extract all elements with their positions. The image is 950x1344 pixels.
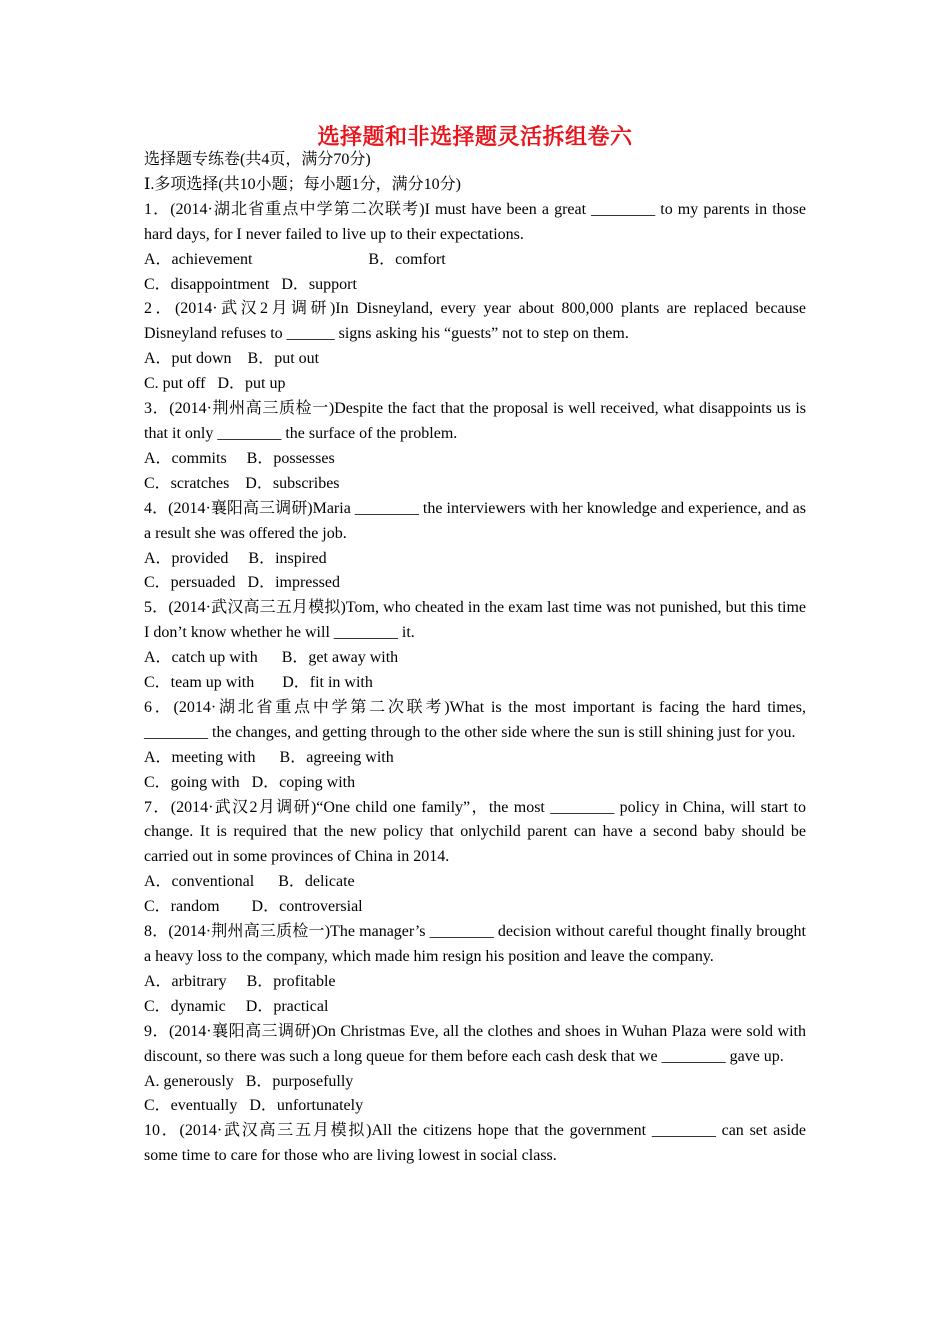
question-stem: 3．(2014·荆州高三质检一)Despite the fact that the proposal is well received, what disappoints us is that it only ________ the surface of the problem.: [144, 400, 806, 442]
question: [144, 920, 806, 1020]
question-stem: 5．(2014·武汉高三五月模拟)Tom, who cheated in the exam last time was not punished, but this time I don’t know whether he will ________ it.: [144, 599, 806, 642]
question: [144, 497, 806, 597]
question-stem: 9．(2014·襄阳高三调研)On Christmas Eve, all the clothes and shoes in Wuhan Plaza were sold with discount, so there was such a long queue for them before each cash desk that we ________ gave up.: [144, 1022, 806, 1065]
option-line: A．achievement B．comfort: [144, 250, 446, 268]
question-stem: 1．(2014·湖北省重点中学第二次联考)I must have been a great ________ to my parents in those hard days, for I never failed to live up to their expectations.: [144, 200, 806, 243]
question-stem: 7．(2014·武汉2月调研)“One child one family”，the most ________ policy in China, will start to change. It is required that the new policy that onlychild parent can have a second baby should be carried out in some provinces of China in 2014.: [144, 798, 806, 866]
option-line: C．persuaded D．impressed: [144, 574, 340, 592]
subtitle: 选择题专练卷(共4页，满分70分): [144, 151, 371, 168]
section-heading: Ⅰ.多项选择(共10小题；每小题1分，满分10分): [144, 175, 461, 193]
option-line: C．dynamic D．practical: [144, 997, 329, 1015]
question: [144, 796, 806, 921]
option-line: A．conventional B．delicate: [144, 873, 355, 891]
option-line: A．meeting with B．agreeing with: [144, 748, 394, 766]
option-line: A．put down B．put out: [144, 350, 320, 368]
question: [144, 297, 806, 397]
option-line: C．team up with D．fit in with: [144, 674, 373, 692]
question: [144, 397, 806, 497]
option-line: C．scratches D．subscribes: [144, 474, 340, 492]
question-stem: 2．(2014·武汉2月调研)In Disneyland, every year about 800,000 plants are replaced because Disneyland refuses to ______ signs asking his “guests” not to step on them.: [144, 300, 806, 343]
question: [144, 596, 806, 696]
option-line: A．catch up with B．get away with: [144, 649, 399, 667]
option-line: C．eventually D．unfortunately: [144, 1097, 364, 1115]
document-body: [144, 148, 806, 1169]
question-stem: 10．(2014·武汉高三五月模拟)All the citizens hope that the government ________ can set aside some time to care for those who are living lowest in social class.: [144, 1122, 806, 1165]
option-line: A．commits B．possesses: [144, 449, 335, 467]
page-title: 选择题和非选择题灵活拆组卷六: [317, 124, 633, 149]
option-line: A．arbitrary B．profitable: [144, 972, 336, 990]
option-line: C．disappointment D．support: [144, 275, 357, 293]
option-line: C. put off D．put up: [144, 375, 286, 393]
question-stem: 8．(2014·荆州高三质检一)The manager’s ________ decision without careful thought finally brought a heavy loss to the company, which made him resign his position and leave the company.: [144, 923, 806, 965]
option-line: A. generously B．purposefully: [144, 1072, 354, 1090]
question: [144, 696, 806, 796]
option-line: C．random D．controversial: [144, 898, 363, 916]
option-line: A．provided B．inspired: [144, 549, 327, 567]
question-stem: 6．(2014·湖北省重点中学第二次联考)What is the most important is facing the hard times, ________ the changes, and getting through to the other side where the sun is still shining just for you.: [144, 698, 806, 741]
option-line: C．going with D．coping with: [144, 773, 356, 791]
question: [144, 1020, 806, 1120]
question-list: [144, 198, 806, 1169]
question: [144, 1119, 806, 1169]
question: [144, 198, 806, 298]
question-stem: 4．(2014·襄阳高三调研)Maria ________ the interviewers with her knowledge and experience, and as a result she was offered the job.: [144, 499, 806, 542]
